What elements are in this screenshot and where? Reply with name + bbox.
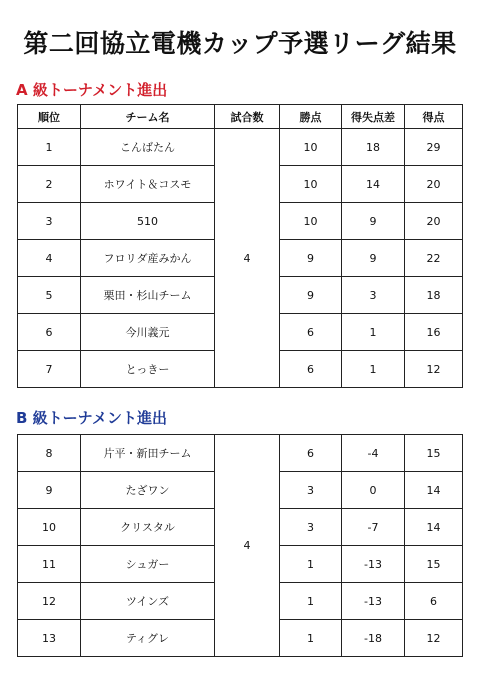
goal-diff-cell: 1: [342, 351, 405, 388]
goals-cell: 18: [405, 277, 463, 314]
goal-diff-cell: -13: [342, 583, 405, 620]
games-cell: 4: [215, 129, 280, 388]
team-cell: 510: [81, 203, 215, 240]
points-cell: 6: [280, 435, 342, 472]
points-cell: 10: [280, 166, 342, 203]
rank-cell: 11: [18, 546, 81, 583]
goal-diff-cell: 1: [342, 314, 405, 351]
points-cell: 10: [280, 129, 342, 166]
rank-cell: 7: [18, 351, 81, 388]
team-cell: こんばたん: [81, 129, 215, 166]
points-cell: 3: [280, 509, 342, 546]
goals-cell: 15: [405, 546, 463, 583]
team-cell: ホワイト＆コスモ: [81, 166, 215, 203]
header-goals: 得点: [405, 105, 463, 129]
goal-diff-cell: 9: [342, 240, 405, 277]
team-cell: 今川義元: [81, 314, 215, 351]
rank-cell: 5: [18, 277, 81, 314]
goals-cell: 14: [405, 472, 463, 509]
points-cell: 1: [280, 546, 342, 583]
team-cell: フロリダ産みかん: [81, 240, 215, 277]
header-team: チーム名: [81, 105, 215, 129]
points-cell: 10: [280, 203, 342, 240]
goals-cell: 12: [405, 351, 463, 388]
goal-diff-cell: 18: [342, 129, 405, 166]
header-goal-diff: 得失点差: [342, 105, 405, 129]
points-cell: 1: [280, 620, 342, 657]
team-cell: 片平・新田チーム: [81, 435, 215, 472]
goals-cell: 15: [405, 435, 463, 472]
page-title: 第二回協立電機カップ予選リーグ結果: [23, 29, 457, 58]
goal-diff-cell: 9: [342, 203, 405, 240]
rank-cell: 6: [18, 314, 81, 351]
goal-diff-cell: 14: [342, 166, 405, 203]
header-rank: 順位: [18, 105, 81, 129]
rank-cell: 2: [18, 166, 81, 203]
team-cell: ティグレ: [81, 620, 215, 657]
points-cell: 6: [280, 314, 342, 351]
goals-cell: 16: [405, 314, 463, 351]
goals-cell: 22: [405, 240, 463, 277]
goal-diff-cell: 0: [342, 472, 405, 509]
header-games: 試合数: [215, 105, 280, 129]
rank-cell: 12: [18, 583, 81, 620]
header-points: 勝点: [280, 105, 342, 129]
rank-cell: 13: [18, 620, 81, 657]
table-header-row: [18, 105, 463, 129]
goals-cell: 14: [405, 509, 463, 546]
goal-diff-cell: 3: [342, 277, 405, 314]
rank-cell: 1: [18, 129, 81, 166]
team-cell: シュガー: [81, 546, 215, 583]
goals-cell: 6: [405, 583, 463, 620]
goal-diff-cell: -7: [342, 509, 405, 546]
team-cell: たざワン: [81, 472, 215, 509]
goals-cell: 29: [405, 129, 463, 166]
rank-cell: 4: [18, 240, 81, 277]
points-cell: 9: [280, 240, 342, 277]
games-cell: 4: [215, 435, 280, 657]
goal-diff-cell: -4: [342, 435, 405, 472]
rank-cell: 8: [18, 435, 81, 472]
points-cell: 9: [280, 277, 342, 314]
results-table-b: [17, 434, 463, 657]
section-b-heading: B 級トーナメント進出: [16, 409, 168, 427]
rank-cell: 10: [18, 509, 81, 546]
points-cell: 3: [280, 472, 342, 509]
team-cell: ツインズ: [81, 583, 215, 620]
section-a-heading: A 級トーナメント進出: [16, 81, 168, 99]
results-table-a: [17, 104, 463, 388]
rank-cell: 9: [18, 472, 81, 509]
goal-diff-cell: -18: [342, 620, 405, 657]
team-cell: とっきー: [81, 351, 215, 388]
table-row: [18, 129, 463, 166]
goals-cell: 20: [405, 166, 463, 203]
rank-cell: 3: [18, 203, 81, 240]
goals-cell: 20: [405, 203, 463, 240]
points-cell: 6: [280, 351, 342, 388]
points-cell: 1: [280, 583, 342, 620]
table-row: [18, 435, 463, 472]
team-cell: 栗田・杉山チーム: [81, 277, 215, 314]
goal-diff-cell: -13: [342, 546, 405, 583]
goals-cell: 12: [405, 620, 463, 657]
team-cell: クリスタル: [81, 509, 215, 546]
